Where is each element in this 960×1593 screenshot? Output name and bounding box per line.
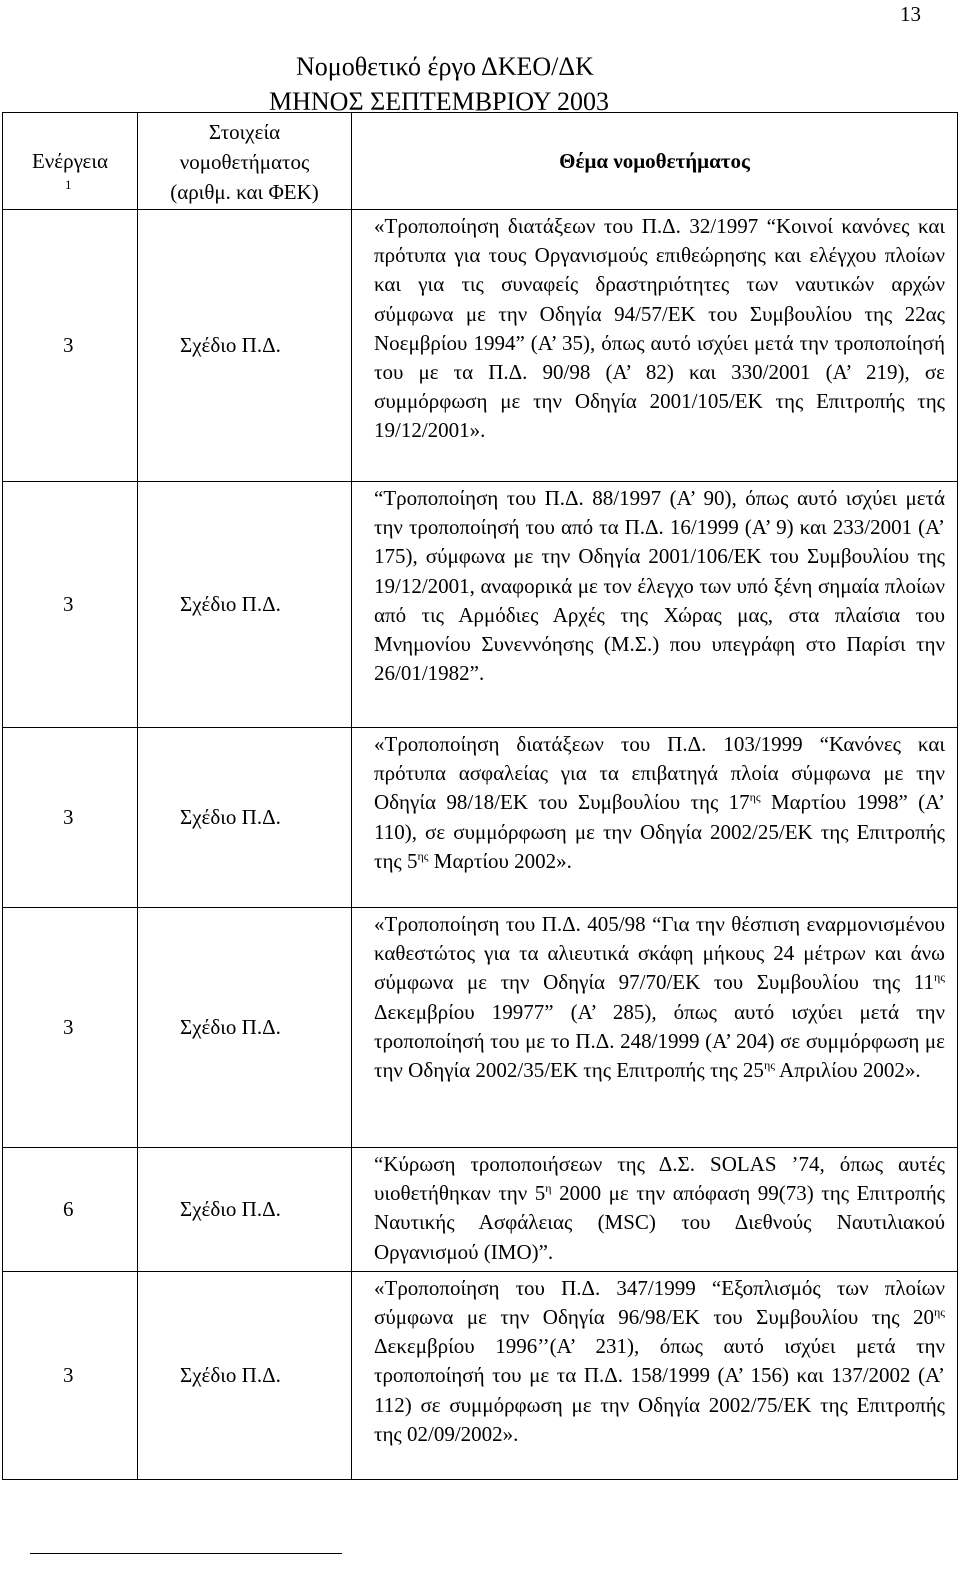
draft-cell: Σχέδιο Π.Δ. [138, 1271, 352, 1479]
draft-cell: Σχέδιο Π.Δ. [138, 908, 352, 1148]
table-row [3, 1271, 958, 1479]
draft-cell: Σχέδιο Π.Δ. [138, 210, 352, 482]
subject-cell: «Τροποποίηση διατάξεων του Π.Δ. 32/1997 “Κοινοί κανόνες και πρότυπα για τους Οργανισμούς επιθεώρησης και ελέγχου πλοίων και για τις συναφείς δραστηριότητες των ναυτικών αρχών σύμφωνα με την Οδηγία 94/57/ΕΚ του Συμβουλίου της 22ας Νοεμβρίου 1994” (Α’ 35), όπως αυτό ισχύει μετά την τροποποίησή του με τα Π.Δ. 90/98 (Α’ 82) και 330/2001 (Α’ 219), σε συμμόρφωση με την Οδηγία 2001/105/ΕΚ της Επιτροπής της 19/12/2001». [352, 210, 958, 482]
table-row [3, 908, 958, 1148]
document-subtitle: ΜΗΝΟΣ ΣΕΠΤΕΜΒΡΙΟΥ 2003 [269, 87, 610, 116]
table-header-row [3, 113, 958, 210]
subject-cell: «Τροποποίηση του Π.Δ. 405/98 “Για την θέσπιση εναρμονισμένου καθεστώτος για τα αλιευτικά σκάφη μήκους 24 μέτρων και άνω σύμφωνα με την Οδηγία 97/70/ΕΚ του Συμβουλίου της $11^{\eta\varsigma}$ Δεκεμβρίου 19977” (Α’ 285), όπως αυτό ισχύει μετά την τροποποίησή του με το Π.Δ. 248/1999 (Α’ 204) σε συμμόρφωση με την Οδηγία 2002/35/ΕΚ της Επιτροπής της $25^{\eta\varsigma}$ Απριλίου 2002». [352, 908, 958, 1148]
subject-cell: «Τροποποίηση διατάξεων του Π.Δ. 103/1999 “Κανόνες και πρότυπα ασφαλείας για τα επιβατηγά πλοία σύμφωνα με την Οδηγία 98/18/ΕΚ του Συμβουλίου της $17^{\eta\varsigma}$ Μαρτίου 1998” (Α’ 110), σε συμμόρφωση με την Οδηγία 2002/25/ΕΚ της Επιτροπής της $5^{\eta\varsigma}$ Μαρτίου 2002». [352, 728, 958, 908]
action-cell: 3 [3, 210, 138, 482]
action-cell: 3 [3, 908, 138, 1148]
action-cell: 3 [3, 1271, 138, 1479]
subject-cell: «Τροποποίηση του Π.Δ. 347/1999 “Εξοπλισμός των πλοίων σύμφωνα με την Οδηγία 96/98/ΕΚ του Συμβουλίου της $20^{\eta\varsigma}$ Δεκεμβρίου 1996’’(Α’ 231), όπως αυτό ισχύει μετά την τροποποίησή του με τα Π.Δ. 158/1999 (Α’ 156) και 137/2002 (Α’ 112) σε συμμόρφωση με την Οδηγία 2002/75/ΕΚ της Επιτροπής της 02/09/2002». [352, 1271, 958, 1479]
header-action: Ενέργεια 1 [3, 113, 138, 210]
footnote-separator [30, 1553, 342, 1554]
subject-cell: “Τροποποίηση του Π.Δ. 88/1997 (Α’ 90), όπως αυτό ισχύει μετά την τροποποίησή του από τα Π.Δ. 16/1999 (Α’ 9) και 233/2001 (Α’ 175), σύμφωνα με την Οδηγία 2001/106/ΕΚ του Συμβουλίου της 19/12/2001, αναφορικά με τον έλεγχο των υπό ξένη σημαία πλοίων από τις Αρμόδιες Αρχές της Χώρας μας, στα πλαίσια του Μνημονίου Συνεννόησης (Μ.Σ.) που υπεγράφη στο Παρίσι την 26/01/1982”. [352, 482, 958, 728]
action-cell: 3 [3, 482, 138, 728]
action-cell: 6 [3, 1148, 138, 1272]
table-row [3, 728, 958, 908]
draft-cell: Σχέδιο Π.Δ. [138, 482, 352, 728]
table-row [3, 1148, 958, 1272]
document-title: Νομοθετικό έργο ΔΚΕΟ/ΔΚ [296, 52, 594, 81]
table-row [3, 482, 958, 728]
header-subject: Θέμα νομοθετήματος [352, 113, 958, 210]
page-number: 13 [900, 2, 921, 26]
footnote-marker: 1 [65, 177, 72, 192]
subject-cell: “Κύρωση τροποποιήσεων της Δ.Σ. SOLAS ’74, όπως αυτές υιοθετήθηκαν την $5^\eta$ 2000 με την απόφαση 99(73) της Επιτροπής Ναυτικής Ασφάλειας (MSC) του Διεθνούς Ναυτιλιακού Οργανισμού (ΙΜΟ)”. [352, 1148, 958, 1272]
legislation-table [2, 112, 958, 1480]
table-row [3, 210, 958, 482]
draft-cell: Σχέδιο Π.Δ. [138, 728, 352, 908]
draft-cell: Σχέδιο Π.Δ. [138, 1148, 352, 1272]
action-cell: 3 [3, 728, 138, 908]
header-legislation-details: Στοιχεία νομοθετήματος (αριθμ. και ΦΕΚ) [138, 113, 352, 210]
